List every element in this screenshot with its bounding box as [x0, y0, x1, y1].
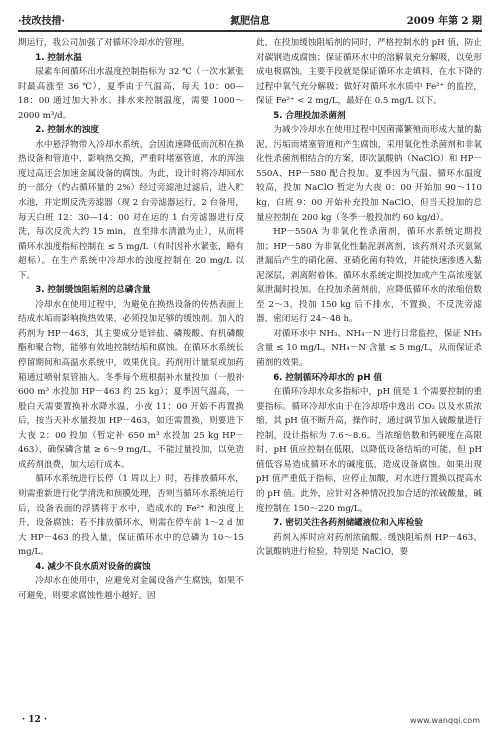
left-column [18, 36, 244, 603]
section-heading: 7. 密切关注各药剂储罐液位和入库检验 [273, 518, 423, 529]
paragraph: 为减少冷却水在使用过程中因菌藻繁殖而形成大量的黏泥，污垢而堵塞管道和产生腐蚀，采用氧化性杀菌剂和非氧化性杀菌剂相结合的方案，即次氯酸钠（NaClO）和 HP－550A、HP－580 配合投加。夏季因为气温、循环水温度较高，投加 NaClO 暂定为大夜 0：00 开始加 90～110 kg，白班 9：00 开始补充投加 NaClO，但当天投加的总量应控制在 200 kg（冬季一般投加约 60 kg/d）。 [256, 125, 482, 223]
watermark-url: www.wanqqi.com [410, 716, 480, 725]
paragraph: HP－550A 为非氧化性杀菌剂，循环水系统定期投加；HP－580 为非氧化性黏泥剥离剂，该药剂对杀灭氨氮泄漏后产生的硝化菌、亚硝化菌有特效，并能快速渗透入黏泥深层，剥离附着体。循环水系统定期投加或产生高浓度氨氮泄漏时投加。在投加杀菌剂前，应降低循环水的浓缩倍数至 2～3，投加 150 kg 后不排水，不置换，不反洗旁滤器，密闭运行 24～48 h。 [256, 227, 482, 325]
paragraph: 此，在投加缓蚀阻垢剂的同时，严格控制水的 pH 值，防止对碳钢造成腐蚀；保证循环水中的溶解氧充分解吸，以免形成电极腐蚀，主要手段就是保证循环水走填料，在水下降的过程中氧气充分解吸；做好对循环水水质中 Fe²⁺ 的监控，保证 Fe²⁺ < 2 mg/L，最好在 0.5 mg/L 以下。 [256, 38, 482, 107]
page-number: · 12 · [22, 715, 48, 725]
paragraph: 药剂入库时应对药剂浓硫酸、缓蚀阻垢剂 HP－463、次氯酸钠进行检验，特别是 NaClO，要 [256, 532, 482, 558]
section-heading: 3. 控制缓蚀阻垢剂的总磷含量 [35, 285, 151, 296]
page-header [18, 8, 482, 32]
section-heading: 4. 减少不良水质对设备的腐蚀 [35, 561, 151, 572]
paragraph: 冷却水在使用中，应避免对金属设备产生腐蚀，如果不可避免，则要求腐蚀性越小越好。因 [18, 576, 244, 601]
paragraph: 在循环冷却水众多指标中，pH 值是 1 个需要控制的重要指标。循环冷却水由于在冷却塔中逸出 CO₂ 以及水质浓缩，其 pH 值不断升高，操作时，通过调节加入硫酸量进行控制，设计指标为 7.6～8.6。当浓缩倍数和钙硬度在高限时，pH 值应控制在低限，以降低设备结垢的可能，但 pH 值低容易造成循环水的碱度低，造成设备腐蚀。如果出现 pH 值严重低于指标，应停止加酸，对水进行置换以提高水的 pH 值。此外，应针对各种情况投加合适的浓硫酸量，碱度控制在 150～220 mg/L。 [256, 387, 482, 514]
right-column [256, 36, 482, 560]
paragraph: 水中悬浮物带入冷却水系统，会因流速降低而沉积在换热设备和管道中，影响热交换，严重时堵塞管道，水的浑浊度过高还会加速金属设备的腐蚀。为此，设计时将冷却回水的一部分（约占循环量的 2%）经过旁滤池过滤后，进入贮水池，并定期反洗旁滤器（现 2 台旁滤器运行，2 台备用，每天白班 12：30—14：00 对在运的 1 台旁滤器进行反洗，每次反洗大约 15 min，直至排水清澈为止），从而将循环水浊度指标控制在 ≤ 5 mg/L（有时因补水紧张，略有超标）。在生产系统中冷却水的浊度控制在 20 mg/L 以下。 [18, 139, 244, 281]
issue-label: 2009 年第 2 期 [406, 16, 482, 27]
paragraph: 对循环水中 NH₃、NH₄－N 进行日常监控，保证 NH₃ 含量 ≤ 10 mg/L，NH₄－N 含量 ≤ 5 mg/L，从而保证杀菌剂的效果。 [256, 328, 482, 369]
paragraph: 期运行，我公司加强了对循环冷却水的管理。 [18, 38, 190, 48]
paragraph: 冷却水在使用过程中，为避免在换热设备的传热表面上结成水垢而影响换热效果，必须投加足够的缓蚀剂。加入的药剂为 HP－463，其主要成分是锌盐、磷羧酸、有机磷酸酯和聚合物，能够有效地控制结垢和腐蚀。在循环水系统长停留期间和高温水系统中，效果优良。药剂用计量泵或加药箱通过喷射泵管抽入。冬季每个班根据补水量投加（一般补 600 m³ 水投加 HP－463 约 25 kg）；夏季因气温高，一般白天需要置换补水降水温，小夜 11：00 开始不再置换后，按当天补水量投加 HP－463，如还需置换，则要进下大夜 2：00 投加（暂定补 650 m³ 水投加 25 kg HP－463），确保磷含量 ≥ 6～9 mg/L，不能过量投加，以免造成药剂浪费，加大运行成本。 [18, 299, 244, 470]
paragraph: 循环水系统进行长停（1 周以上）时，若排放循环水，则需重新进行化学清洗和预膜处理，否则当循环水系统运行后，设备表面的浮锈将于水中，造成水的 Fe²⁺ 和浊度上升，设备腐蚀；若不排放循环水，则需在停车前 1～2 d 加大 HP－463 的投入量，保证循环水中的总磷为 10～15 mg/L。 [18, 474, 244, 558]
section-label: ·技改技措· [18, 16, 65, 27]
section-heading: 1. 控制水温 [35, 52, 82, 63]
section-heading: 2. 控制水的浊度 [35, 125, 99, 136]
journal-title: 氮肥信息 [230, 16, 270, 27]
paragraph: 尿素车间循环出水温度控制指标为 32 ℃（一次水紧张时最高涨至 36 ℃），夏季由于气温高，每天 10：00—18：00 通过加大补水、排水来控制温度，需要 1000～2000 m³/d。 [18, 67, 244, 121]
section-heading: 5. 合理投加杀菌剂 [273, 110, 346, 121]
section-heading: 6. 控制循环冷却水的 pH 值 [273, 372, 383, 383]
